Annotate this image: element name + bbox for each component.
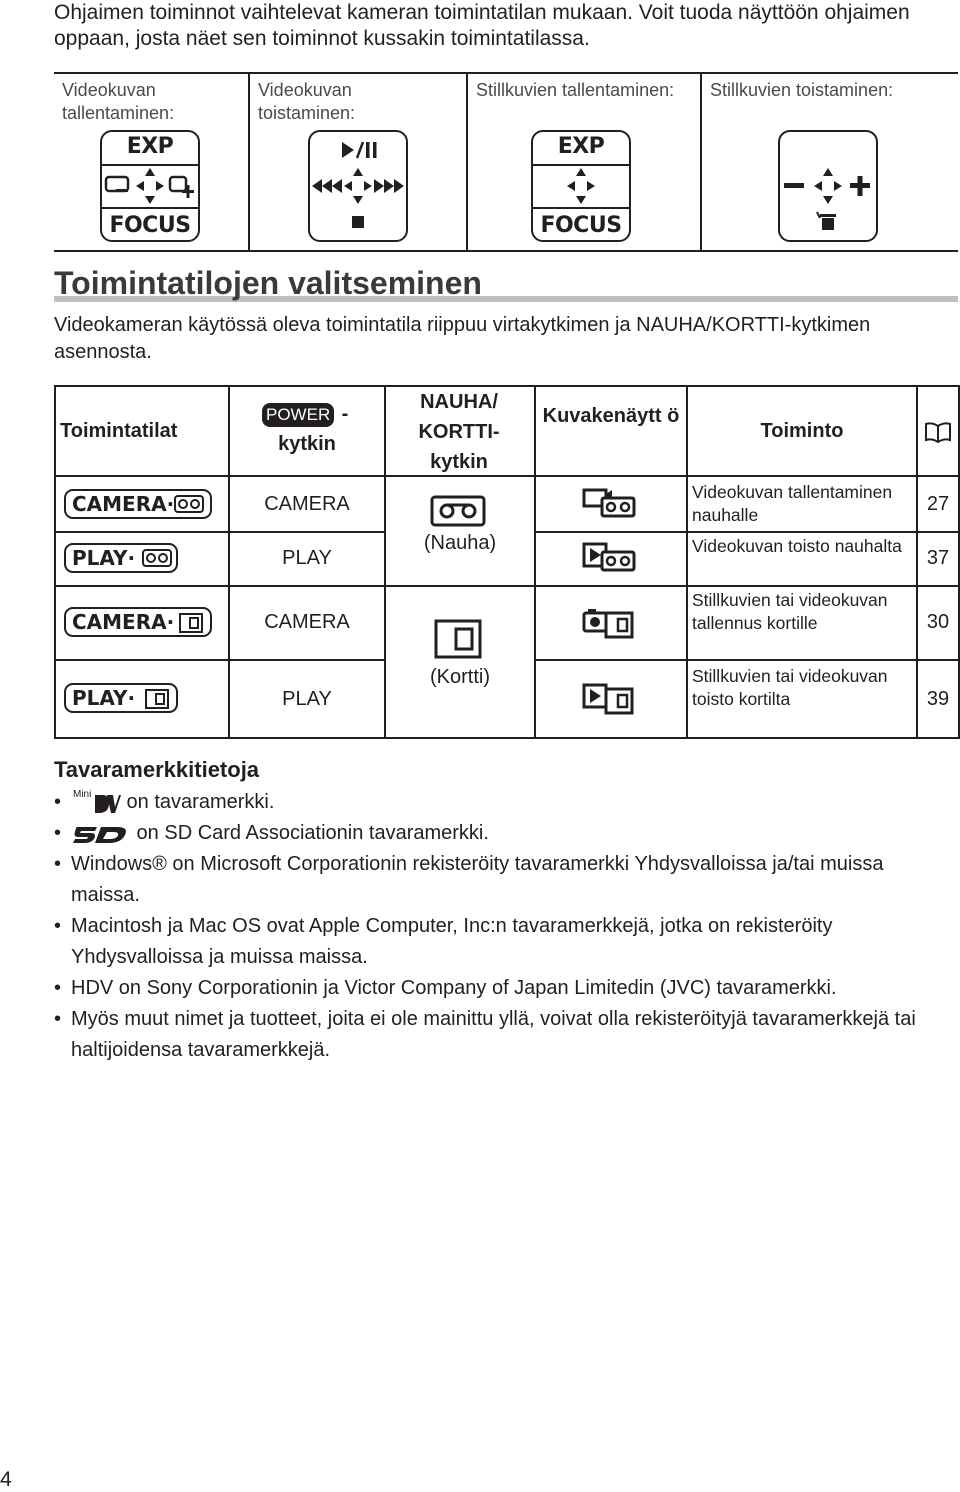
function-row-2: Videokuvan toisto nauhalta — [692, 536, 902, 556]
stop-icon — [352, 216, 364, 228]
joystick-guide-table — [54, 72, 958, 252]
plus-icon — [850, 176, 870, 196]
joystick-pad-still-play — [778, 130, 878, 242]
header-icon-display: Kuvakenäytt ö — [542, 405, 680, 427]
function-row-3: Stillkuvien tai videokuvan tallennus kortille — [692, 590, 888, 633]
card-icon — [144, 688, 170, 710]
mode-switch-play-card: PLAY· — [64, 683, 178, 713]
camera-tape-icon — [582, 488, 636, 518]
list-item: • on SD Card Associationin tavaramerkki. — [54, 818, 954, 849]
card-icon — [434, 619, 482, 659]
intro-text: Ohjaimen toiminnot vaihtelevat kameran toimintatilan mukaan. Voit tuoda näyttöön ohjaimen oppaan, josta näet sen toiminnot kussakin toimintatilassa. — [54, 1, 910, 50]
fast-forward-icon — [374, 179, 404, 193]
sd-logo-icon — [71, 823, 131, 845]
play-tape-icon — [582, 542, 636, 572]
joystick-guide-still-record: Stillkuvien tallentaminen: EXP FOCUS — [468, 74, 700, 250]
joystick-pad-still-record: EXP FOCUS — [531, 130, 631, 242]
function-row-4: Stillkuvien tai videokuvan toisto kortilta — [692, 666, 888, 709]
power-badge: POWER — [262, 403, 334, 427]
header-modes: Toimintatilat — [60, 420, 178, 442]
section-title: Toimintatilojen valitseminen — [54, 265, 482, 301]
zoom-minus-icon — [106, 177, 128, 192]
trademarks-title: Tavaramerkkitietoja — [54, 757, 260, 782]
list-item: • Macintosh ja Mac OS ovat Apple Computer, Inc:n tavaramerkkejä, jotka on rekisteröity Yhdysvalloissa ja muissa maissa. — [54, 911, 954, 973]
header-power-switch: POWER - kytkin — [230, 385, 384, 475]
list-item: • Windows® on Microsoft Corporationin rekisteröity tavaramerkki Yhdysvalloissa ja/tai muissa maissa. — [54, 849, 954, 911]
power-play-card: PLAY — [282, 688, 332, 710]
card-label: (Kortti) — [430, 666, 490, 688]
tape-icon — [430, 495, 486, 527]
mode-switch-play-tape: PLAY· — [64, 543, 178, 573]
joystick-arrows-icon — [102, 132, 198, 240]
joystick-guide-movie-play: Videokuvan toistaminen: — [250, 74, 466, 250]
header-function: Toiminto — [760, 420, 844, 442]
function-row-1: Videokuvan tallentaminen nauhalle — [692, 482, 893, 525]
joystick-arrows-icon — [533, 132, 629, 240]
tape-icon — [142, 548, 172, 568]
erase-icon — [817, 212, 836, 230]
dv-logo-icon — [93, 793, 121, 815]
mode-switch-camera-card: CAMERA· — [64, 607, 212, 637]
joystick-pad-movie-play — [308, 130, 408, 242]
page-number: 4 — [0, 1468, 12, 1491]
power-camera-card: CAMERA — [264, 611, 350, 633]
zoom-plus-icon — [170, 177, 194, 198]
power-camera-tape: CAMERA — [264, 493, 350, 515]
tape-label: (Nauha) — [423, 532, 497, 554]
list-item: • Mini on tavaramerkki. — [54, 787, 954, 818]
joystick-pad-movie-record: EXP FOCUS — [100, 130, 200, 242]
section-lead: Videokameran käytössä oleva toimintatila riippuu virtakytkimen ja NAUHA/KORTTI-kytkimen asennosta. — [54, 314, 871, 363]
header-tape-card-switch: NAUHA/ KORTTI- kytkin — [418, 391, 500, 473]
play-card-icon — [582, 683, 636, 715]
tape-icon — [174, 494, 204, 514]
camera-card-icon — [582, 607, 636, 639]
card-icon — [178, 612, 204, 634]
joystick-guide-still-play: Stillkuvien toistaminen: — [702, 74, 958, 250]
play-pause-icon — [342, 142, 377, 158]
minidv-logo: • Mini — [71, 791, 121, 815]
page-row-2: 37 — [926, 547, 950, 569]
book-icon — [924, 421, 952, 443]
page-row-1: 27 — [926, 493, 950, 515]
mode-switch-camera-tape: CAMERA· — [64, 489, 212, 519]
rewind-icon — [312, 179, 342, 193]
list-item: • HDV on Sony Corporationin ja Victor Company of Japan Limitedin (JVC) tavaramerkki. — [54, 973, 954, 1004]
page-row-4: 39 — [926, 688, 950, 710]
list-item: • Myös muut nimet ja tuotteet, joita ei ole mainittu yllä, voivat olla rekisteröityjä tavaramerkkejä tai haltijoidensa tavaramerkkejä. — [54, 1004, 954, 1066]
minus-icon — [784, 183, 804, 188]
operating-modes-table — [54, 385, 960, 739]
page-row-3: 30 — [926, 611, 950, 633]
joystick-guide-movie-record: Videokuvan tallentaminen: EXP FOCUS — [54, 74, 248, 250]
trademarks-list — [54, 787, 954, 1066]
power-play-tape: PLAY — [282, 547, 332, 569]
